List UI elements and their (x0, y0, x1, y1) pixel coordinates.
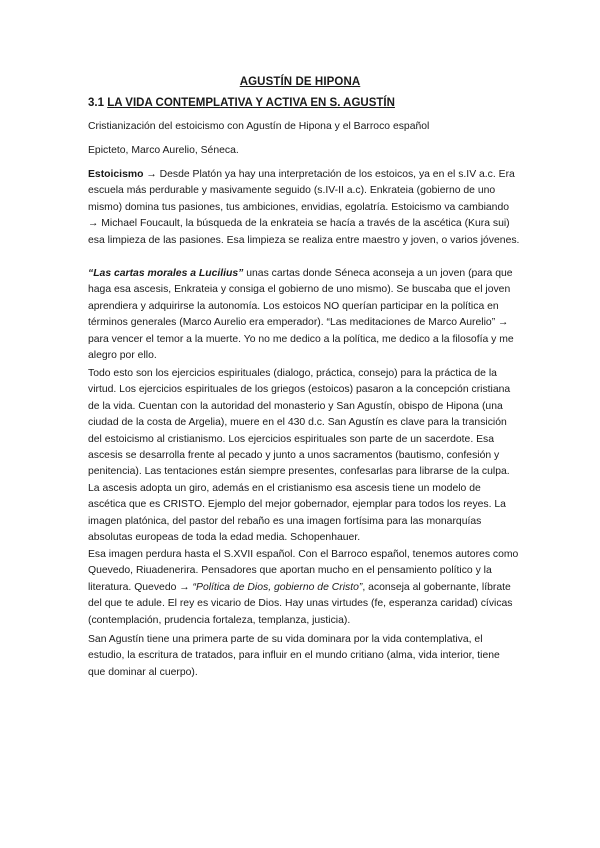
term-cartas-morales: “Las cartas morales a Lucilius” (88, 268, 244, 279)
paragraph-cartas (88, 266, 520, 364)
authors-line: Epicteto, Marco Aurelio, Séneca. (88, 145, 239, 156)
paragraph-estoicismo-text: → Desde Platón ya hay una interpretación de los estoicos, ya en el s.IV a.c. Era escuela más perdurable y masivamente seguido (s.IV-II a.c). Enkrateia (gobierno de uno mismo) domina tus pasiones, tus ambiciones, envidias, egolatría. Estoicismo va cambiando → Michael Foucault, la búsqueda de la enkrateia se hacía a través de la ascética (Kura sui) esa limpieza de las pasiones. Esa limpieza se realiza entre maestro y joven, o varios jóvenes. (88, 169, 520, 246)
intro-line: Cristianización del estoicismo con Agustín de Hipona y el Barroco español (88, 121, 430, 132)
paragraph-estoicismo (88, 167, 520, 249)
paragraph-agustin: San Agustín tiene una primera parte de su vida dominara por la vida contemplativa, el estudio, la escritura de tratados, para influir en el mundo critiano (alma, vida interior, tiene que dominar al cuerpo). (88, 634, 500, 678)
section-heading (88, 97, 395, 109)
paragraph-barroco-text-before: Esa imagen perdura hasta el S.XVII español. Con el Barroco español, tenemos autores como Quevedo, Riuadenerira. Pensadores que aportan mucho en el pensamiento político y la literatura. Quevedo → (88, 549, 519, 593)
paragraph-barroco (88, 547, 520, 629)
paragraph-barroco-text-after: , aconseja al gobernante, líbrate del que te adule. El rey es vicario de Dios. Hay unas virtudes (fe, esperanza caridad) cívicas (contemplación, prudencia fortaleza, templanza, justicia). (88, 581, 513, 626)
section-title: LA VIDA CONTEMPLATIVA Y ACTIVA EN S. AGUSTÍN (107, 97, 395, 109)
paragraph-cartas-text: unas cartas donde Séneca aconseja a un joven (para que haga esa ascesis, Enkrateia y consiga el gobierno de uno mismo). Se buscaba que el joven aprendiera y adquirirse la autonomía. Los estoicos NO querían participar en la política en términos generales (Marco Aurelio era emperador). “Las meditaciones de Marco Aurelio” → para vencer el temor a la muerte. Yo no me dedico a la política, me dedico a la filosofía y me alegro por ello. (88, 268, 514, 362)
section-number: 3.1 (88, 97, 104, 109)
document-title: AGUSTÍN DE HIPONA (239, 76, 361, 88)
term-estoicismo: Estoicismo (88, 169, 144, 180)
paragraph-ejercicios: Todo esto son los ejercicios espirituales (dialogo, práctica, consejo) para la práctica de la virtud. Los ejercicios espirituales de los griegos (estoicos) pasaron a la concepción cristiana de la vida. Cuentan con la autoridad del monasterio y San Agustín, obispo de Hipona (una ciudad de la costa de Argelia), muere en el 430 d.c. San Agustín es clave para la transición del estoicismo al cristianismo. Los ejercicios espirituales son parte de un sacerdote. Esa ascesis se desarrolla frente al pecado y junto a unos sacramentos (bautismo, confesión y penitencia). Las tentaciones están siempre presentes, confesarlas para librarse de la culpa. La ascesis adopta un giro, además en el cristianismo esa ascesis tiene un modelo de ascética que es CRISTO. Ejemplo del mejor gobernador, ejemplar para todos los reyes. La imagen platónica, del pastor del rebaño es una imagen fortísima para las monarquías absolutas europeas de toda la edad media. Schopenhauer. (88, 368, 511, 544)
work-politica-de-dios: “Política de Dios, gobierno de Cristo” (192, 581, 363, 593)
